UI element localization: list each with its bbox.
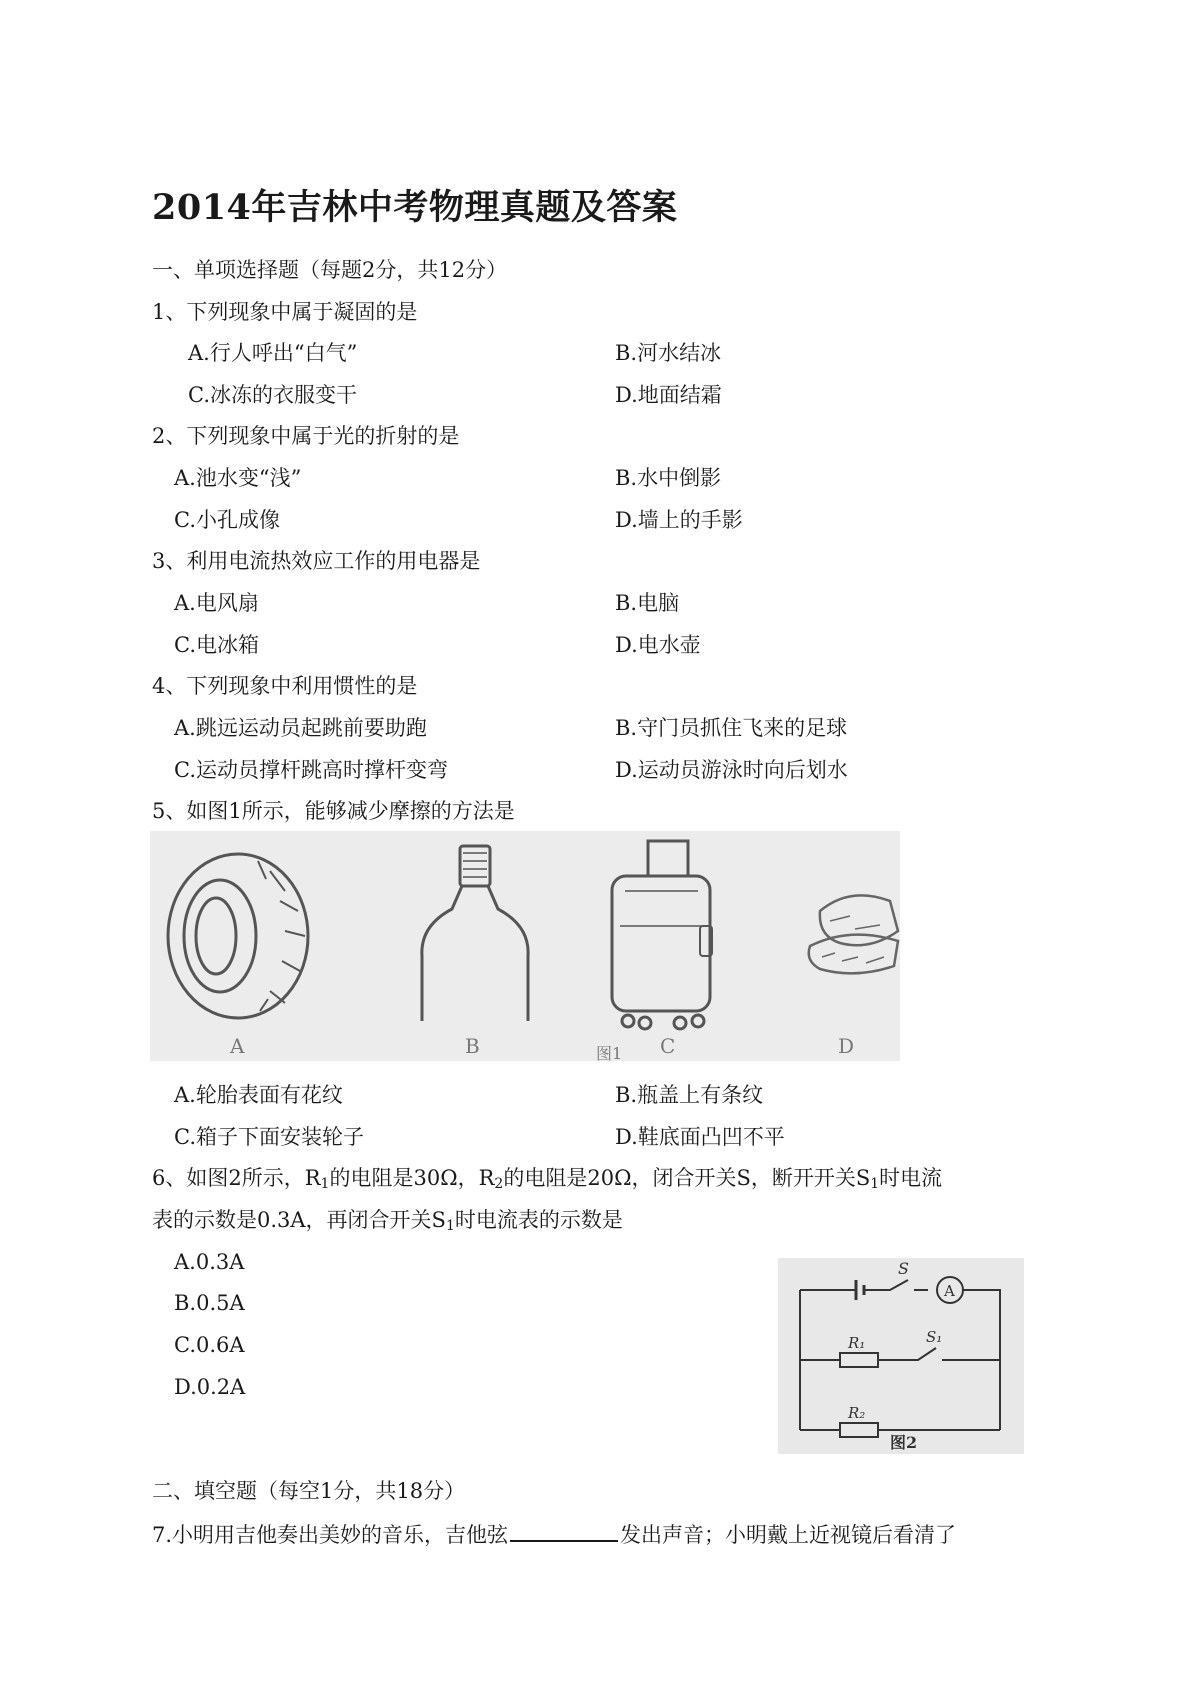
tire-icon — [168, 854, 308, 1018]
section-heading-fill: 二、填空题（每空1分，共18分） — [152, 1479, 466, 1503]
q6-option-b: B.0.5A — [174, 1291, 245, 1315]
q6-text: 6、如图2所示，R — [152, 1166, 321, 1190]
q3-option-b: B.电脑 — [615, 591, 680, 615]
q6-text: 时电流 — [879, 1166, 943, 1190]
r2-label: R₂ — [848, 1404, 866, 1422]
q2-option-b: B.水中倒影 — [615, 466, 722, 490]
q6-subscript: 1 — [320, 1176, 330, 1192]
q4-stem: 4、下列现象中利用惯性的是 — [152, 674, 418, 698]
ammeter-label: A — [944, 1282, 955, 1300]
figure-1-label-c: C — [660, 1034, 676, 1058]
q6-text: 的电阻是30Ω，R — [329, 1166, 495, 1190]
q1-option-d: D.地面结霜 — [615, 383, 722, 407]
q2-stem: 2、下列现象中属于光的折射的是 — [152, 424, 460, 448]
q5-option-b: B.瓶盖上有条纹 — [615, 1083, 764, 1107]
switch-s1-label: S₁ — [926, 1328, 943, 1346]
q6-option-a: A.0.3A — [174, 1250, 245, 1274]
shoe-icon — [809, 895, 898, 973]
q6-subscript: 1 — [870, 1176, 880, 1192]
figure-2-circuit — [778, 1258, 1024, 1454]
q4-option-a: A.跳远运动员起跳前要助跑 — [174, 716, 427, 740]
figure-1-label-b: B — [465, 1034, 480, 1058]
q5-stem: 5、如图1所示，能够减少摩擦的方法是 — [152, 799, 515, 823]
figure-1-caption: 图1 — [596, 1044, 623, 1061]
switch-s-label: S — [898, 1259, 909, 1278]
q2-option-a: A.池水变“浅” — [174, 466, 302, 490]
suitcase-icon — [612, 841, 712, 1029]
figure-1-label-d: D — [838, 1034, 855, 1058]
q1-option-a: A.行人呼出“白气” — [188, 341, 358, 365]
q6-subscript: 2 — [494, 1176, 504, 1192]
q2-option-c: C.小孔成像 — [174, 508, 280, 532]
q4-option-c: C.运动员撑杆跳高时撑杆变弯 — [174, 758, 448, 782]
q2-option-d: D.墙上的手影 — [615, 508, 743, 532]
circuit-diagram — [778, 1258, 1024, 1454]
q5-option-d: D.鞋底面凸凹不平 — [615, 1125, 785, 1149]
q5-option-c: C.箱子下面安装轮子 — [174, 1125, 364, 1149]
q6-text: 表的示数是0.3A，再闭合开关S — [152, 1208, 446, 1232]
q5-option-a: A.轮胎表面有花纹 — [174, 1083, 343, 1107]
section-heading-choice: 一、单项选择题（每题2分，共12分） — [152, 258, 508, 282]
bottle-icon — [422, 846, 528, 1021]
q1-option-b: B.河水结冰 — [615, 341, 722, 365]
q1-stem: 1、下列现象中属于凝固的是 — [152, 300, 418, 324]
q6-stem-line-1 — [152, 1163, 942, 1199]
q6-subscript: 1 — [445, 1218, 455, 1234]
q6-option-d: D.0.2A — [174, 1375, 246, 1399]
q6-text: 时电流表的示数是 — [454, 1208, 623, 1232]
q3-option-c: C.电冰箱 — [174, 633, 259, 657]
q7-text-before: 7.小明用吉他奏出美妙的音乐，吉他弦 — [152, 1523, 509, 1547]
q3-option-a: A.电风扇 — [174, 591, 259, 615]
q3-stem: 3、利用电流热效应工作的用电器是 — [152, 549, 481, 573]
q6-stem-line-2 — [152, 1205, 623, 1241]
figure-1-label-a: A — [230, 1034, 245, 1058]
q6-option-c: C.0.6A — [174, 1333, 245, 1357]
q3-option-d: D.电水壶 — [615, 633, 701, 657]
q7-text-after: 发出声音；小明戴上近视镜后看清了 — [620, 1523, 957, 1547]
figure-2-caption: 图2 — [890, 1433, 918, 1452]
q4-option-d: D.运动员游泳时向后划水 — [615, 758, 848, 782]
q7-stem — [152, 1518, 956, 1550]
q4-option-b: B.守门员抓住飞来的足球 — [615, 716, 848, 740]
r1-label: R₁ — [848, 1334, 866, 1352]
q7-answer-blank[interactable] — [510, 1518, 618, 1542]
figure-1-drawing — [150, 831, 900, 1061]
figure-1 — [150, 831, 900, 1061]
q1-option-c: C.冰冻的衣服变干 — [188, 383, 357, 407]
page-title: 2014年吉林中考物理真题及答案 — [152, 187, 678, 228]
q6-text: 的电阻是20Ω，闭合开关S，断开开关S — [503, 1166, 871, 1190]
